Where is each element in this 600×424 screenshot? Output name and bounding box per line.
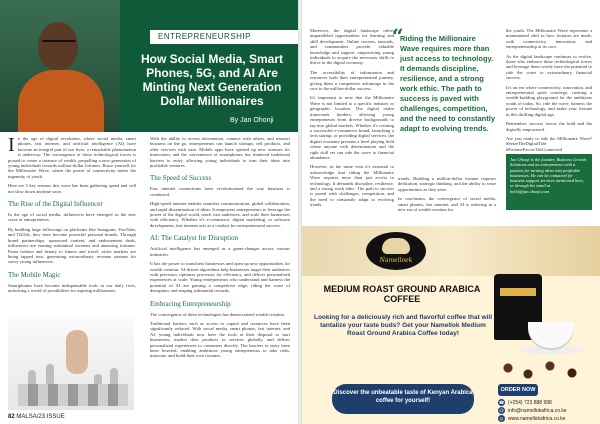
paragraph: By building large followings on platforms like Instagram, YouTube, and TikTok, they have become powerful personal brands. Through brand partnerships, sponsored content, and endorsement deals, influencers are earning substantial incomes and amassing fortunes. From fashion and beauty to fitness and travel, niche markets are being tapped into, generating extraordinary revenue streams for savvy young influencers. bbox=[8, 226, 136, 265]
paragraph: Remember, success favors the bold and the digitally empowered. bbox=[506, 121, 592, 132]
brand-name: Namelloek bbox=[379, 257, 413, 264]
paragraph: High-speed internet enables seamless communication, global collaboration, and rapid dissemination of ideas. It empowers entrepreneurs to leverage the power of the digital world, reach vast audiences, and scale their businesses with efficiency. Whether it's e-commerce, digital marketing, or software development, fast internet acts as a catalyst for entrepreneurial success. bbox=[150, 201, 290, 228]
globe-icon: ◎ bbox=[499, 416, 504, 422]
quote-mark-icon: “ bbox=[392, 24, 404, 48]
left-page bbox=[0, 0, 298, 424]
paragraph: The convergence of these technologies has democratized wealth creation. bbox=[150, 311, 285, 317]
right-column-2 bbox=[398, 176, 496, 216]
robot-hand bbox=[66, 330, 88, 374]
left-column-2 bbox=[150, 136, 290, 363]
section-tag: ENTREPRENEURSHIP bbox=[150, 30, 298, 44]
right-page bbox=[302, 0, 600, 424]
issue-label: MALSA/23 ISSUE bbox=[16, 414, 65, 420]
subheading: The Speed of Success bbox=[150, 174, 212, 183]
paragraph: In conclusion, the convergence of social media, smart phones, fast internet, and AI is ushering in a new era of wealth creation for bbox=[398, 196, 496, 213]
coffee-beans-image bbox=[498, 358, 592, 382]
subheading: Embracing Entrepreneurship bbox=[150, 299, 231, 308]
paragraph: the youth. The Millionaire Wave represents a monumental shift in how fortunes are made, with connectivity, innovation, and entrepreneurship at its core. bbox=[506, 28, 592, 50]
subheading: The Rise of the Digital Influencer bbox=[8, 200, 103, 209]
drop-cap: I bbox=[8, 134, 15, 156]
coffee-cup-image bbox=[528, 322, 574, 348]
paragraph: The accessibility of information and resources fuels their entrepreneurial journey, giving them a competitive advantage in the race to the million-dollar success. bbox=[310, 69, 394, 92]
paragraph: It's important to note that the Millionaire Wave is not limited to a specific industry or geographic location. The digital realm transcends borders, allowing young entrepreneurs from diverse backgrounds to tap into global markets. Whether it's creating a successful e-commerce brand, launching a tech startup, or providing digital services, the digital economy presents a level playing field where anyone with determination and the right skill set can ride the wave to financial abundance. bbox=[310, 95, 394, 160]
article-hero bbox=[0, 0, 298, 132]
elephant-icon bbox=[382, 238, 410, 254]
chess-photo bbox=[8, 318, 134, 410]
subheading: The Mobile Magic bbox=[8, 270, 61, 279]
right-column-1 bbox=[310, 28, 394, 212]
page-number: 82 bbox=[8, 414, 15, 420]
article-byline: By Jan Ohonji bbox=[230, 117, 274, 124]
author-shirt bbox=[18, 70, 104, 132]
website-text: www.namellokafrica.co.ke bbox=[508, 416, 566, 422]
ad-header-strip bbox=[302, 226, 600, 276]
intro-text: n the age of digital revolution, where social media, smart phones, fast internet, and artificial intelligence (AI) have become an integral part of our lives, a remarkable phenomenon is underway. The convergence of these technological forces is poised to create a treasure of wealth, propelling a new generation of young individuals towards million-dollar fortunes. Brace yourself for the Millionaire Wave, where the power of connectivity meets the ingenuity of youth. bbox=[8, 136, 136, 179]
ad-tagline-banner: Discover the unbeatable taste of Kenyan Arabica coffee for yourself! bbox=[332, 384, 474, 414]
author-glasses bbox=[42, 40, 76, 48]
chess-board bbox=[18, 384, 128, 406]
page-folio bbox=[8, 414, 65, 420]
coffee-bag-label bbox=[500, 288, 536, 296]
paragraph: trends. Building a million-dollar fortune requires dedication, strategic thinking, and the ability to seize opportunities as they arise. bbox=[398, 176, 496, 192]
paragraph: Artificial intelligence has emerged as a game-changer across various industries. bbox=[150, 246, 290, 257]
right-column-3 bbox=[506, 28, 592, 156]
author-photo bbox=[0, 0, 120, 132]
coffee-advertisement bbox=[302, 226, 600, 424]
author-bio: Jan Ohonji is the founder, Business Growth Solutions and an entrepreneur with a passion for turning ideas into profitable businesses. He can be contacted for business support services mentioned here, or through his email at hello@jan.ohonji.com bbox=[506, 154, 592, 210]
article-title: How Social Media, Smart Phones, 5G, and AI Are Minting Next Generation Dollar Millionaires bbox=[140, 52, 284, 108]
paragraph: Here are 5 key reasons this wave has been gathering speed and will not slow down anytime soon: bbox=[8, 183, 136, 194]
ad-headline: MEDIUM ROAST GROUND ARABICA COFFEE bbox=[323, 284, 481, 304]
paragraph: With the ability to access information, connect with others, and transact business on the go, entrepreneurs can launch startups, sell products, and offer services with ease. Mobile apps have opened up new avenues for innovation, and the convenience of smartphones has shattered traditional barriers to entry, allowing young individuals to turn their ideas into profitable ventures. bbox=[150, 136, 290, 169]
email-text: info@namellokafrica.co.ke bbox=[508, 408, 567, 414]
contact-website bbox=[498, 415, 566, 423]
paragraph: Traditional barriers such as access to capital and resources have been significantly reduced. With social media, smart phones, fast internet, and AI, young individuals now have the tools at their disposal to start businesses, market their products or services globally, and deliver personalized experiences to customers directly. The barriers to entry have been lowered, enabling ambitious young entrepreneurs to take risks, innovate, and build their own fortunes. bbox=[150, 320, 290, 359]
paragraph: Moreover, the digital landscape offers unparalleled opportunities for learning and skill development. Online courses, tutorials, and communities provide valuable knowledge and support, empowering young individuals to acquire the necessary skills to thrive in the digital economy. bbox=[310, 28, 394, 66]
contact-phone bbox=[498, 399, 552, 407]
paragraph: It's an era where connectivity, innovation, and entrepreneurial spirit converge, creating a wealth-building playground for the ambitious youth of today. So, ride the wave, harness the power of technology, and make your fortune in this thrilling digital age. bbox=[506, 84, 592, 117]
paragraph: Fast internet connections have revolutionized the way business is conducted. bbox=[150, 186, 290, 197]
subheading: AI: The Catalyst for Disruption bbox=[150, 234, 239, 243]
paragraph: However, in the same vein it's essential to acknowledge that riding the Millionaire Wave requires more than just access to technology. It demands discipline, resilience, and a strong work ethic. The path to success is paved with challenges, competition, and the need to constantly adapt to evolving trends. bbox=[310, 164, 394, 208]
paragraph: Are you ready to ride the Millionaire Wave? #SeizeTheDigitalTide #FortuneFavorsTheConnected bbox=[506, 135, 592, 152]
order-now-button[interactable]: ORDER NOW bbox=[498, 384, 538, 396]
phone-text: (+254) 723 888 998 bbox=[508, 400, 552, 406]
email-icon: @ bbox=[499, 408, 504, 414]
paragraph: It has the power to transform businesses and open up new opportunities for wealth creation. AI-driven algorithms help businesses target their audiences with precision, optimize processes for efficiency, and deliver personalized experiences at scale. Young entrepreneurs who understand and harness the potential of AI are gaining a competitive edge, riding the wave of disruption, and reaping substantial rewards. bbox=[150, 261, 290, 294]
paragraph: In the age of social media, influencers have emerged as the new wave of entrepreneurs. bbox=[8, 212, 136, 223]
ad-body: Looking for a deliciously rich and flavorful coffee that will tantalize your taste buds? Get your Namellok Medium Roast Ground Arabica Coffee today! bbox=[313, 314, 493, 337]
contact-email bbox=[498, 407, 567, 415]
intro-paragraph bbox=[8, 136, 136, 179]
paragraph: Smartphones have become indispensable tools in our daily lives, unlocking a world of possibilities for aspiring millionaires. bbox=[8, 282, 136, 294]
left-column-1 bbox=[8, 136, 136, 298]
pull-quote-text: Riding the Millionaire Wave requires more than just access to technology. It demands discipline, resilience, and a strong work ethic. The path to success is paved with challenges, competition, and the need to constantly adapt to evolving trends. bbox=[400, 34, 496, 133]
phone-icon: ☎ bbox=[498, 400, 505, 406]
pull-quote bbox=[392, 24, 496, 170]
paragraph: As the digital landscape continues to evolve, those who embrace these technological forces and leverage them wisely have the potential to ride the wave to extraordinary financial success. bbox=[506, 53, 592, 81]
